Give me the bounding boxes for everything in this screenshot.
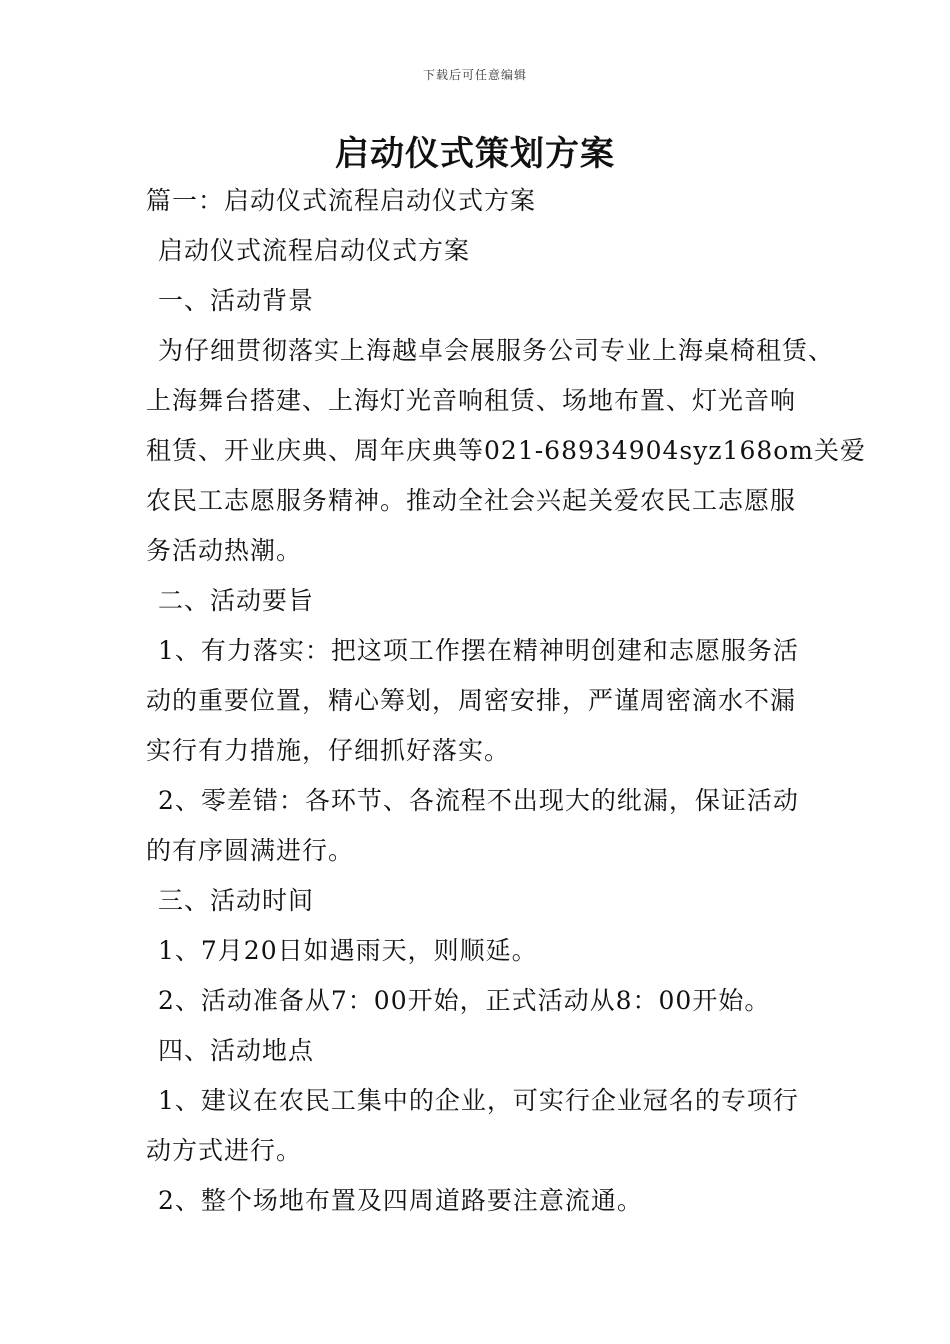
- body-line: 务活动热潮。: [146, 536, 303, 565]
- body-line: 1、有力落实：把这项工作摆在精神明创建和志愿服务活: [158, 636, 799, 665]
- body-line: 2、零差错：各环节、各流程不出现大的纰漏，保证活动: [158, 786, 799, 815]
- document-body: [146, 176, 867, 1226]
- body-line: 上海舞台搭建、上海灯光音响租赁、场地布置、灯光音响: [146, 386, 797, 415]
- body-line: 租赁、开业庆典、周年庆典等021-68934904syz168om关爱: [146, 436, 867, 465]
- body-line: 动方式进行。: [146, 1136, 303, 1165]
- document-title: 启动仪式策划方案: [335, 134, 615, 174]
- body-line: 一、活动背景: [158, 286, 315, 315]
- body-line: 农民工志愿服务精神。推动全社会兴起关爱农民工志愿服: [146, 486, 797, 515]
- body-line: 篇一：启动仪式流程启动仪式方案: [146, 186, 537, 215]
- body-line: 2、整个场地布置及四周道路要注意流通。: [158, 1186, 643, 1215]
- header-note: 下载后可任意编辑: [422, 68, 527, 82]
- body-line: 二、活动要旨: [158, 586, 315, 615]
- body-line: 2、活动准备从7：00开始，正式活动从8：00开始。: [158, 986, 771, 1015]
- body-line: 实行有力措施，仔细抓好落实。: [146, 736, 511, 765]
- body-line: 四、活动地点: [158, 1036, 315, 1065]
- body-line: 1、建议在农民工集中的企业，可实行企业冠名的专项行: [158, 1086, 799, 1115]
- body-line: 为仔细贯彻落实上海越卓会展服务公司专业上海桌椅租赁、: [158, 336, 835, 365]
- body-line: 的有序圆满进行。: [146, 836, 355, 865]
- body-line: 启动仪式流程启动仪式方案: [158, 236, 471, 265]
- body-line: 1、7月20日如遇雨天，则顺延。: [158, 936, 538, 965]
- body-line: 三、活动时间: [158, 886, 315, 915]
- body-line: 动的重要位置，精心筹划，周密安排，严谨周密滴水不漏: [146, 686, 797, 715]
